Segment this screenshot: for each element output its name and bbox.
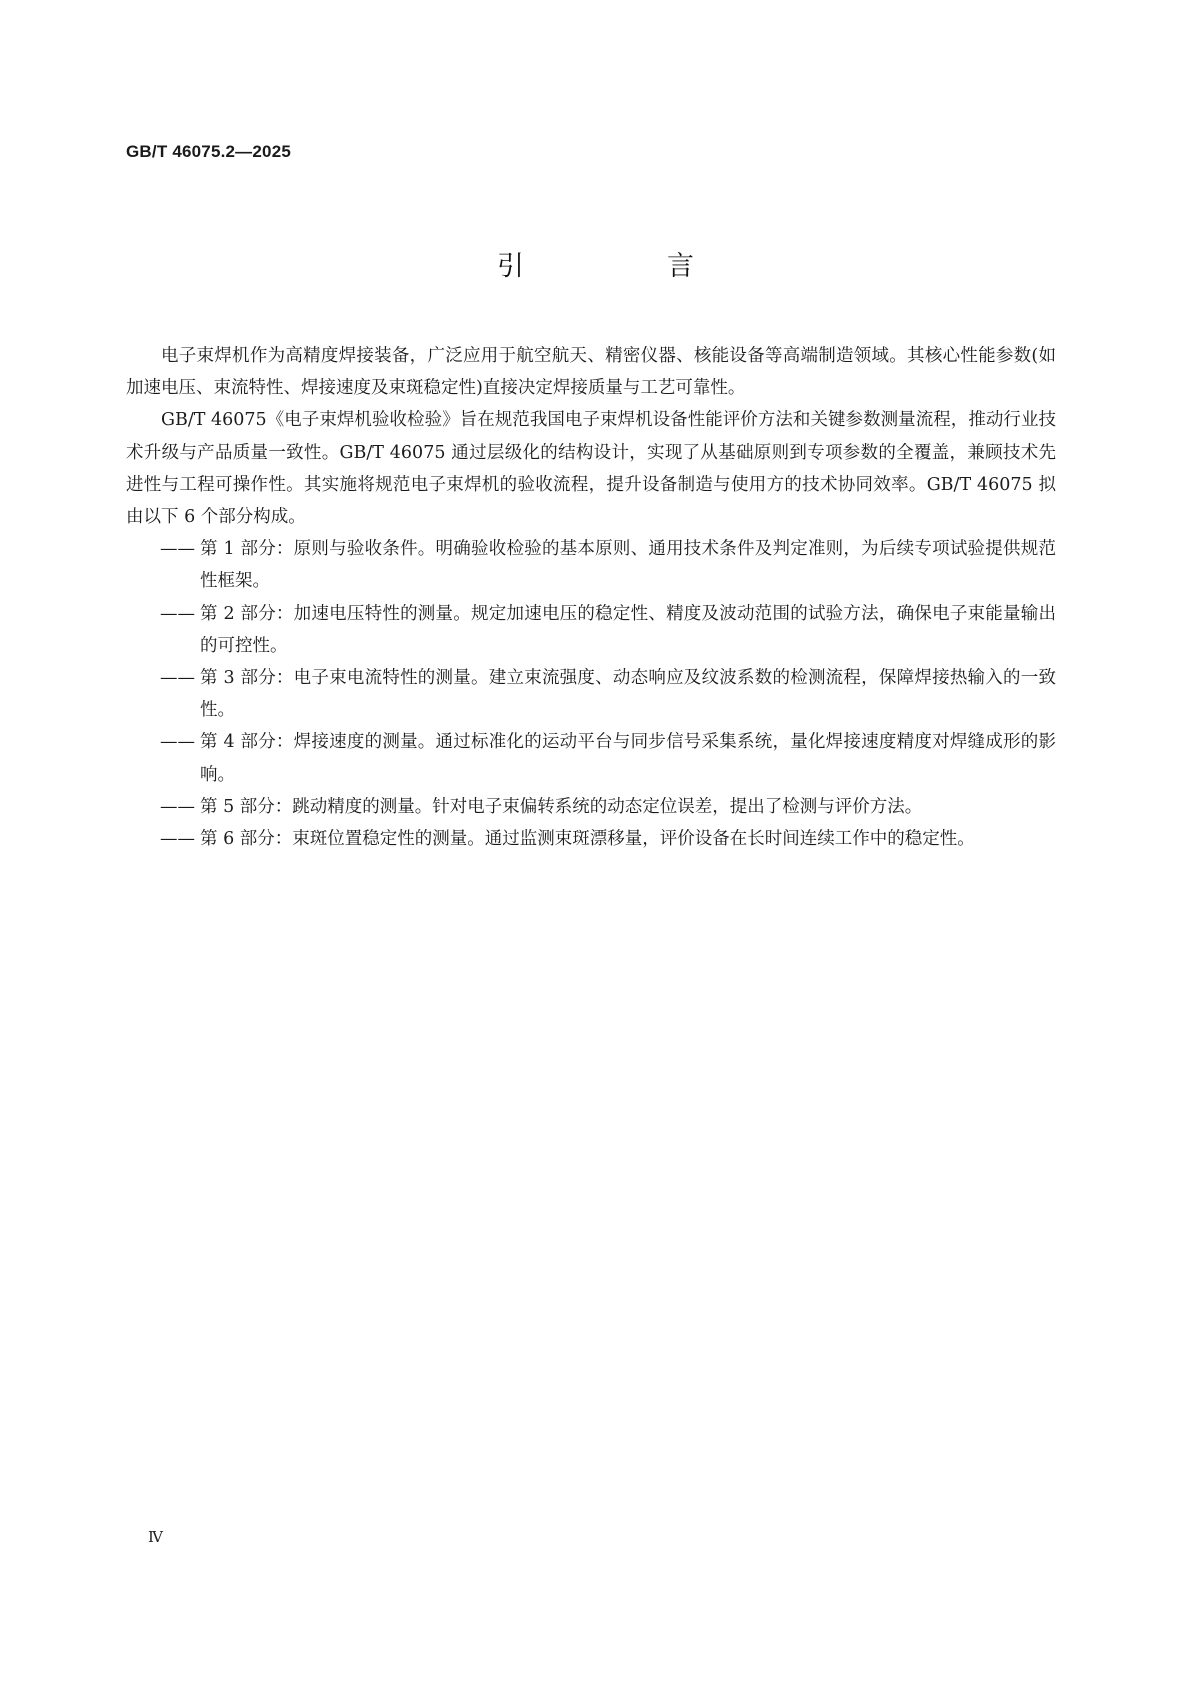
intro-paragraph-2: GB/T 46075《电子束焊机验收检验》旨在规范我国电子束焊机设备性能评价方法和关键参数测量流程，推动行业技术升级与产品质量一致性。GB/T 46075 通过层级化的结构设计，实现了从基础原则到专项参数的全覆盖，兼顾技术先进性与工程可操作性。其实施将规范电子束焊机的验收流程，提升设备制造与使用方的技术协同效率。GB/T 46075 拟由以下 6 个部分构成。 — [126, 410, 1056, 528]
part-text: 第 2 部分：加速电压特性的测量。规定加速电压的稳定性、精度及波动范围的试验方法，确保电子束能量输出的可控性。 — [200, 603, 1056, 656]
page-number: Ⅳ — [148, 1528, 163, 1546]
dash-marker: —— — [160, 668, 195, 689]
dash-marker: —— — [160, 603, 195, 624]
list-item — [126, 533, 1056, 597]
dash-marker: —— — [160, 732, 195, 753]
list-item — [126, 726, 1056, 790]
document-code: GB/T 46075.2—2025 — [126, 142, 291, 161]
part-text: 第 3 部分：电子束电流特性的测量。建立束流强度、动态响应及纹波系数的检测流程，保障焊接热输入的一致性。 — [200, 668, 1056, 721]
list-item — [126, 791, 1056, 823]
list-item — [126, 662, 1056, 726]
dash-marker: —— — [160, 796, 195, 817]
part-text: 第 5 部分：跳动精度的测量。针对电子束偏转系统的动态定位误差，提出了检测与评价方法。 — [200, 796, 923, 817]
part-text: 第 6 部分：束斑位置稳定性的测量。通过监测束斑漂移量，评价设备在长时间连续工作中的稳定性。 — [200, 829, 975, 850]
dash-marker: —— — [160, 539, 195, 560]
list-item — [126, 598, 1056, 662]
part-text: 第 4 部分：焊接速度的测量。通过标准化的运动平台与同步信号采集系统，量化焊接速度精度对焊缝成形的影响。 — [200, 732, 1056, 785]
dash-marker: —— — [160, 829, 195, 850]
part-text: 第 1 部分：原则与验收条件。明确验收检验的基本原则、通用技术条件及判定准则，为后续专项试验提供规范性框架。 — [200, 539, 1056, 592]
body-text — [126, 340, 1056, 855]
list-item — [126, 823, 1056, 855]
section-title: 引 言 — [497, 251, 752, 282]
intro-paragraph-1: 电子束焊机作为高精度焊接装备，广泛应用于航空航天、精密仪器、核能设备等高端制造领域。其核心性能参数(如加速电压、束流特性、焊接速度及束斑稳定性)直接决定焊接质量与工艺可靠性。 — [126, 346, 1056, 399]
parts-list — [126, 533, 1056, 855]
